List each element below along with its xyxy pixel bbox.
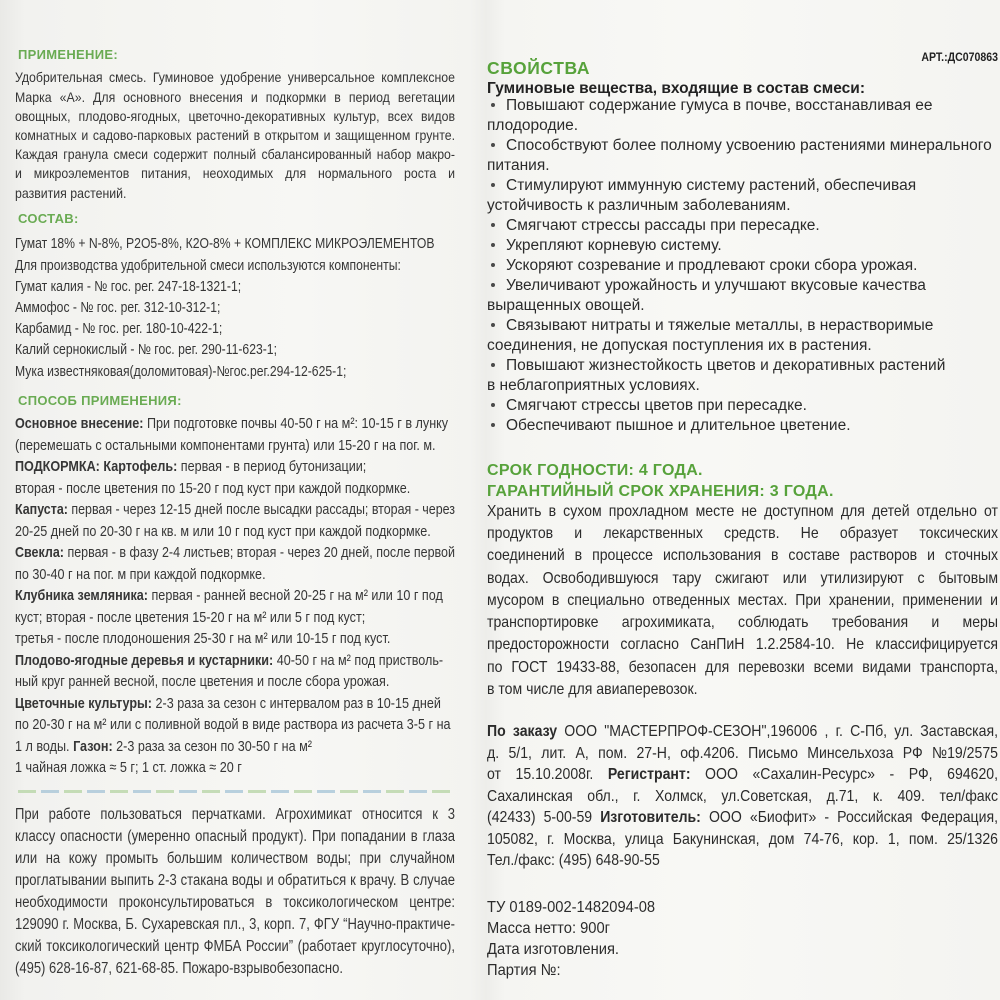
line-text: Удобрительная смесь. Гуминовое удобрение универсальное комплексное	[15, 69, 455, 86]
line-text: в том числе для авиаперевозок.	[487, 680, 698, 698]
line-text: Гумат калия - № гос. рег. 247-18-1321-1;	[15, 278, 242, 295]
line-text: ПОДКОРМКА: Картофель: первая - в период бутонизации;	[15, 458, 367, 476]
method-line	[15, 585, 455, 607]
line-text: (перемешать с остальными компонентами грунта) или 15-20 г на пог. м.	[15, 436, 436, 454]
usage-line	[15, 145, 455, 164]
method-line	[15, 671, 455, 693]
line-text: соединений в процессе использования в составе растворов и сточных	[487, 547, 998, 565]
composition-line	[15, 277, 455, 298]
bullet-icon	[491, 223, 495, 227]
method-line	[15, 607, 455, 629]
bullet-icon	[491, 403, 495, 407]
line-text: Клубника земляника: первая - ранней весной 20-25 г на м² или 10 г под	[15, 587, 443, 605]
warning-line	[15, 892, 455, 914]
method-line	[15, 564, 455, 586]
line-text: Капуста: первая - через 12-15 дней после высадки рассады; вторая - через	[15, 501, 455, 519]
line-text: Мука известняковая(доломитовая)-№гос.рег.294-12-625-1;	[15, 363, 347, 380]
property-line	[487, 256, 997, 276]
line-text: Калий сернокислый - № гос. рег. 290-11-623-1;	[15, 342, 277, 359]
line-text: овощных, плодово-ягодных, цветочно-декоративных культур, всех видов	[15, 107, 455, 124]
role-label: Регистрант:	[607, 766, 691, 784]
composition-text	[15, 234, 455, 382]
property-line	[487, 116, 997, 136]
usage-line	[15, 184, 455, 203]
manufacturer-line	[487, 807, 998, 829]
line-text: водах. Освободившуюся тару сжигают или утилизируют с бытовым	[487, 569, 998, 587]
composition-line	[15, 340, 455, 361]
line-text: (42433) 5-00-59 Изготовитель: ООО «Биофит» - Российская Федерация,	[487, 809, 998, 827]
line-text: по 20-30 г на м² или с поливной водой в виде раствора из расчета 3-5 г на	[15, 716, 451, 734]
crop-label: ПОДКОРМКА: Картофель:	[15, 458, 178, 476]
line-text: от 15.10.2008г. Регистрант: ООО «Сахалин-Ресурс» - РФ, 694620,	[487, 766, 998, 784]
method-line	[15, 413, 455, 435]
bullet-icon	[491, 283, 495, 287]
bullet-icon	[491, 423, 495, 427]
article-number: АРТ.:ДС070863	[921, 50, 998, 64]
property-line	[487, 336, 997, 356]
storage-line	[487, 545, 998, 567]
property-line	[487, 216, 997, 236]
line-text: питания.	[487, 157, 550, 174]
property-line	[487, 376, 997, 396]
composition-line	[15, 319, 455, 340]
warning-line	[15, 936, 455, 958]
storage-line	[487, 679, 998, 701]
line-text: Обеспечивают пышное и длительное цветение.	[487, 417, 851, 434]
line-text: Марка «А». Для основного внесения и подкормки в период вегетации	[15, 88, 455, 105]
crop-label: Капуста:	[15, 501, 68, 519]
manufacturer-line	[487, 721, 998, 743]
line-text: Связывают нитраты и тяжелые металлы, в нерастворимые	[487, 317, 933, 334]
usage-line	[15, 126, 455, 145]
line-text: выращенных овощей.	[487, 297, 645, 314]
bullet-icon	[491, 243, 495, 247]
line-text: и микроэлементов питания, неоходимых для нормального роста и	[15, 165, 455, 182]
dashed-divider	[18, 790, 455, 793]
storage-text	[487, 501, 998, 701]
usage-line	[15, 164, 455, 183]
property-line	[487, 136, 997, 156]
property-line	[487, 416, 997, 436]
bullet-icon	[491, 143, 495, 147]
line-text: плодородие.	[487, 117, 579, 134]
line-text: 1 л воды. Газон: 2-3 раза за сезон по 30-50 г на м²	[15, 737, 312, 755]
property-line	[487, 296, 997, 316]
net-weight: Масса нетто: 900г	[487, 919, 611, 937]
composition-line	[15, 362, 455, 383]
bullet-icon	[491, 323, 495, 327]
line-text: Повышают жизнестойкость цветов и декоративных растений	[487, 357, 945, 374]
property-line	[487, 316, 997, 336]
property-line	[487, 276, 997, 296]
bullet-icon	[491, 183, 495, 187]
line-text: Для производства удобрительной смеси используются компоненты:	[15, 257, 401, 274]
manufacture-date: Дата изготовления.	[487, 940, 620, 958]
manufacturer-line	[487, 829, 998, 851]
method-line	[15, 693, 455, 715]
warning-line	[15, 826, 455, 848]
method-line	[15, 628, 455, 650]
line-text: развития растений.	[15, 184, 127, 201]
line-text: Смягчают стрессы цветов при пересадке.	[487, 397, 807, 414]
manufacturer-text	[487, 721, 998, 872]
line-text: Хранить в сухом прохладном месте не доступном для детей отдельно от	[487, 502, 998, 520]
method-line	[15, 757, 455, 779]
manufacturer-line	[487, 764, 998, 786]
line-text: Ускоряют созревание и продлевают сроки сбора урожая.	[487, 257, 917, 274]
properties-list	[487, 96, 997, 436]
line-text: Плодово-ягодные деревья и кустарники: 40-50 г на м² под пристволь-	[15, 651, 444, 669]
line-text: необходимости проконсультироваться в токсикологическом центре:	[15, 894, 455, 911]
usage-heading: ПРИМЕНЕНИЕ:	[18, 47, 118, 62]
bullet-icon	[491, 363, 495, 367]
crop-label: Плодово-ягодные деревья и кустарники:	[15, 651, 274, 669]
line-text: 20-25 дней по 20-30 г на кв. м или 10 г под куст при каждой подкормке.	[15, 522, 431, 540]
line-text: Гумат 18% + N-8%, Р2О5-8%, К2О-8% + КОМПЛЕКС МИКРОЭЛЕМЕНТОВ	[15, 236, 435, 253]
line-text: Стимулируют иммунную систему растений, обеспечивая	[487, 177, 916, 194]
line-text: 129090 г. Москва, Б. Сухаревская пл., 3, корп. 7, ФГУ “Научно-практиче-	[15, 916, 455, 933]
line-text: мусором в специально отведенных местах. При хранении, применении и	[487, 591, 998, 609]
method-line	[15, 714, 455, 736]
crop-label: Клубника земляника:	[15, 587, 148, 605]
storage-line	[487, 634, 998, 656]
role-label: Изготовитель:	[600, 809, 701, 827]
line-text: ский токсикологический центр ФМБА России” (работает круглосуточно),	[15, 938, 455, 955]
shelf-life-heading: СРОК ГОДНОСТИ: 4 ГОДА.	[487, 461, 703, 479]
storage-line	[487, 590, 998, 612]
property-line	[487, 196, 997, 216]
line-text: Карбамид - № гос. рег. 180-10-422-1;	[15, 321, 223, 338]
line-text: проглатывании выпить 2-3 стакана воды и обратиться к врачу. В случае	[15, 872, 455, 889]
usage-text	[15, 68, 455, 202]
line-text: Каждая гранула смеси содержит полный сбалансированный набор макро-	[15, 146, 455, 163]
manufacturer-line	[487, 743, 998, 765]
line-text: (495) 628-16-87, 621-68-85. Пожаро-взрывобезопасно.	[15, 960, 343, 977]
warning-text	[15, 804, 455, 980]
line-text: Цветочные культуры: 2-3 раза за сезон с интервалом раз в 10-15 дней	[15, 694, 441, 712]
crop-label: Основное внесение:	[15, 415, 144, 433]
warning-line	[15, 848, 455, 870]
line-text: предосторожности согласно СанПиН 1.2.2584-10. Не классифицируется	[487, 636, 998, 654]
warning-line	[15, 870, 455, 892]
usage-line	[15, 88, 455, 107]
line-text: куст; вторая - после цветения 15-20 г на м² или 5 г под куст;	[15, 608, 366, 626]
line-text: по ГОСТ 19433-88, безопасен для перевозки всеми видами транспорта,	[487, 658, 998, 676]
guarantee-heading: ГАРАНТИЙНЫЙ СРОК ХРАНЕНИЯ: 3 ГОДА.	[487, 482, 834, 500]
line-text: 1 чайная ложка ≈ 5 г; 1 ст. ложка ≈ 20 г	[15, 759, 242, 777]
spec-number: ТУ 0189-002-1482094-08	[487, 898, 656, 916]
product-info	[487, 897, 807, 981]
usage-line	[15, 107, 455, 126]
bullet-icon	[491, 263, 495, 267]
property-line	[487, 396, 997, 416]
line-text: классу опасности (умеренно опасный продукт). При попадании в глаза	[15, 828, 455, 845]
line-text: устойчивость к различным заболеваниям.	[487, 197, 791, 214]
storage-line	[487, 568, 998, 590]
batch-number: Партия №:	[487, 961, 561, 979]
method-line	[15, 542, 455, 564]
line-text: или на кожу промыть большим количеством воды; при случайном	[15, 850, 455, 867]
property-line	[487, 156, 997, 176]
line-text: Повышают содержание гумуса в почве, восстанавливая ее	[487, 97, 933, 114]
crop-label: Цветочные культуры:	[15, 694, 152, 712]
storage-line	[487, 612, 998, 634]
line-text: Укрепляют корневую систему.	[487, 237, 722, 254]
line-text: Тел./факс: (495) 648-90-55	[487, 852, 660, 870]
warning-line	[15, 958, 455, 980]
line-text: вторая - после цветения по 15-20 г под куст при каждой подкормке.	[15, 479, 411, 497]
bullet-icon	[491, 103, 495, 107]
method-line	[15, 435, 455, 457]
crop-label: Газон:	[73, 737, 113, 755]
method-line	[15, 650, 455, 672]
manufacturer-line	[487, 786, 998, 808]
line-text: По заказу ООО "МАСТЕРПРОФ-СЕЗОН",196006 , г. С-Пб, ул. Заставская,	[487, 723, 998, 741]
line-text: При работе пользоваться перчатками. Агрохимикат относится к 3	[15, 806, 455, 823]
line-text: ный круг ранней весной, после цветения и после сбора урожая.	[15, 673, 390, 691]
usage-line	[15, 68, 455, 87]
line-text: Свекла: первая - в фазу 2-4 листьев; вторая - через 20 дней, после первой	[15, 544, 455, 562]
property-line	[487, 236, 997, 256]
properties-subheading: Гуминовые вещества, входящие в состав смеси:	[487, 80, 865, 97]
line-text: третья - после плодоношения 25-30 г на м² или 10-15 г под куст.	[15, 630, 391, 648]
method-text	[15, 413, 455, 779]
method-line	[15, 499, 455, 521]
method-line	[15, 736, 455, 758]
property-line	[487, 176, 997, 196]
manufacturer-line	[487, 850, 998, 872]
line-text: транспортировке агрохимиката, соблюдать требования и меры	[487, 614, 998, 632]
property-line	[487, 96, 997, 116]
line-text: соединения, не допуская поступления их в растения.	[487, 337, 872, 354]
line-text: Аммофос - № гос. рег. 312-10-312-1;	[15, 299, 221, 316]
composition-line	[15, 256, 455, 277]
crop-label: Свекла:	[15, 544, 64, 562]
line-text: Сахалинская обл., г. Холмск, ул.Советская, д.71, к. 409. тел/факс	[487, 787, 998, 805]
method-line	[15, 478, 455, 500]
line-text: Способствуют более полному усвоению растениями минерального	[487, 137, 992, 154]
line-text: д. 5/1, лит. А, пом. 27-Н, оф.4206. Письмо Минсельхоза РФ №19/2575	[487, 744, 998, 762]
line-text: продуктов и лекарственных средств. Не образует токсических	[487, 525, 998, 543]
method-heading: СПОСОБ ПРИМЕНЕНИЯ:	[18, 393, 182, 408]
line-text: Основное внесение: При подготовке почвы 40-50 г на м²: 10-15 г в лунку	[15, 415, 449, 433]
line-text: в неблагоприятных условиях.	[487, 377, 700, 394]
composition-line	[15, 234, 455, 255]
composition-heading: СОСТАВ:	[18, 211, 79, 226]
property-line	[487, 356, 997, 376]
line-text: 105082, г. Москва, улица Бакунинская, дом 74-76, кор. 1, пом. 25/1326	[487, 830, 998, 848]
warning-line	[15, 914, 455, 936]
properties-heading: СВОЙСТВА	[487, 58, 591, 78]
method-line	[15, 456, 455, 478]
storage-line	[487, 501, 998, 523]
line-text: по 30-40 г на пог. м при каждой подкормке.	[15, 565, 266, 583]
line-text: комнатных и садово-парковых растений в открытом и защищенном грунте.	[15, 126, 455, 143]
warning-line	[15, 804, 455, 826]
line-text: Смягчают стрессы рассады при пересадке.	[487, 217, 820, 234]
role-label: По заказу	[487, 723, 558, 741]
line-text: Увеличивают урожайность и улучшают вкусовые качества	[487, 277, 926, 294]
storage-line	[487, 523, 998, 545]
storage-line	[487, 657, 998, 679]
method-line	[15, 521, 455, 543]
composition-line	[15, 298, 455, 319]
